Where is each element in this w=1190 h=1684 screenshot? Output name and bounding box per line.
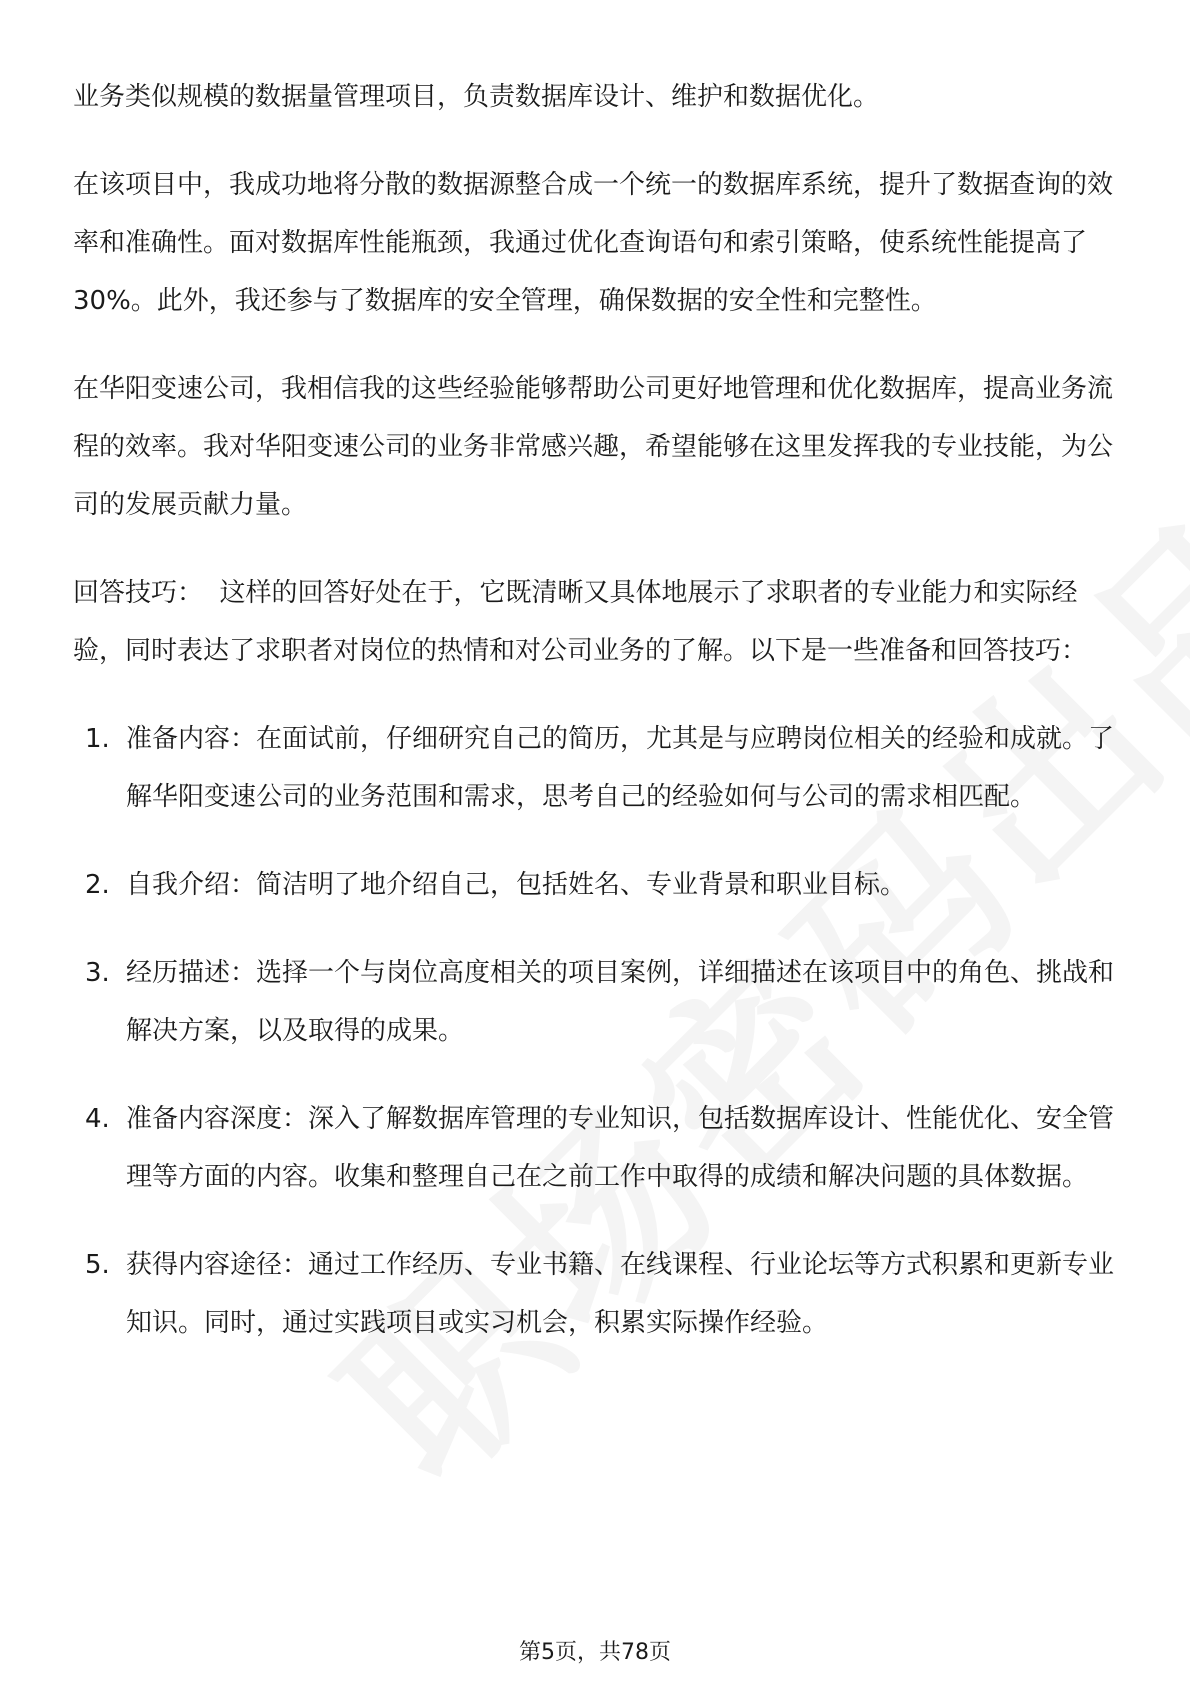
list-item-text: 自我介绍：简洁明了地介绍自己，包括姓名、专业背景和职业目标。	[126, 870, 907, 900]
paragraph-company: 在华阳变速公司，我相信我的这些经验能够帮助公司更好地管理和优化数据库，提高业务流程的效率。我对华阳变速公司的业务非常感兴趣，希望能够在这里发挥我的专业技能，为公司的发展贡献力量。	[73, 374, 1114, 520]
list-item	[73, 1090, 1123, 1206]
page-content	[73, 68, 1123, 1382]
list-item	[73, 710, 1123, 826]
list-item-number: 3.	[85, 958, 110, 988]
list-item-number: 1.	[85, 724, 110, 754]
list-item-text: 准备内容深度：深入了解数据库管理的专业知识，包括数据库设计、性能优化、安全管理等方面的内容。收集和整理自己在之前工作中取得的成绩和解决问题的具体数据。	[126, 1104, 1115, 1192]
list-item	[73, 944, 1123, 1060]
list-item-number: 5.	[85, 1250, 110, 1280]
paragraph-intro: 业务类似规模的数据量管理项目，负责数据库设计、维护和数据优化。	[73, 82, 880, 112]
paragraph-tips-intro: 回答技巧： 这样的回答好处在于，它既清晰又具体地展示了求职者的专业能力和实际经验，同时表达了求职者对岗位的热情和对公司业务的了解。以下是一些准备和回答技巧：	[73, 578, 1088, 666]
list-item	[73, 856, 1123, 914]
list-item	[73, 1236, 1123, 1352]
list-item-number: 2.	[85, 870, 110, 900]
page-number: 第5页，共78页	[519, 1640, 671, 1665]
list-item-text: 经历描述：选择一个与岗位高度相关的项目案例，详细描述在该项目中的角色、挑战和解决方案，以及取得的成果。	[126, 958, 1115, 1046]
list-item-text: 准备内容：在面试前，仔细研究自己的简历，尤其是与应聘岗位相关的经验和成就。了解华阳变速公司的业务范围和需求，思考自己的经验如何与公司的需求相匹配。	[126, 724, 1115, 812]
list-item-number: 4.	[85, 1104, 110, 1134]
tips-list	[73, 710, 1123, 1352]
list-item-text: 获得内容途径：通过工作经历、专业书籍、在线课程、行业论坛等方式积累和更新专业知识。同时，通过实践项目或实习机会，积累实际操作经验。	[126, 1250, 1115, 1338]
paragraph-project: 在该项目中，我成功地将分散的数据源整合成一个统一的数据库系统，提升了数据查询的效率和准确性。面对数据库性能瓶颈，我通过优化查询语句和索引策略，使系统性能提高了30%。此外，我还参与了数据库的安全管理，确保数据的安全性和完整性。	[73, 170, 1114, 316]
